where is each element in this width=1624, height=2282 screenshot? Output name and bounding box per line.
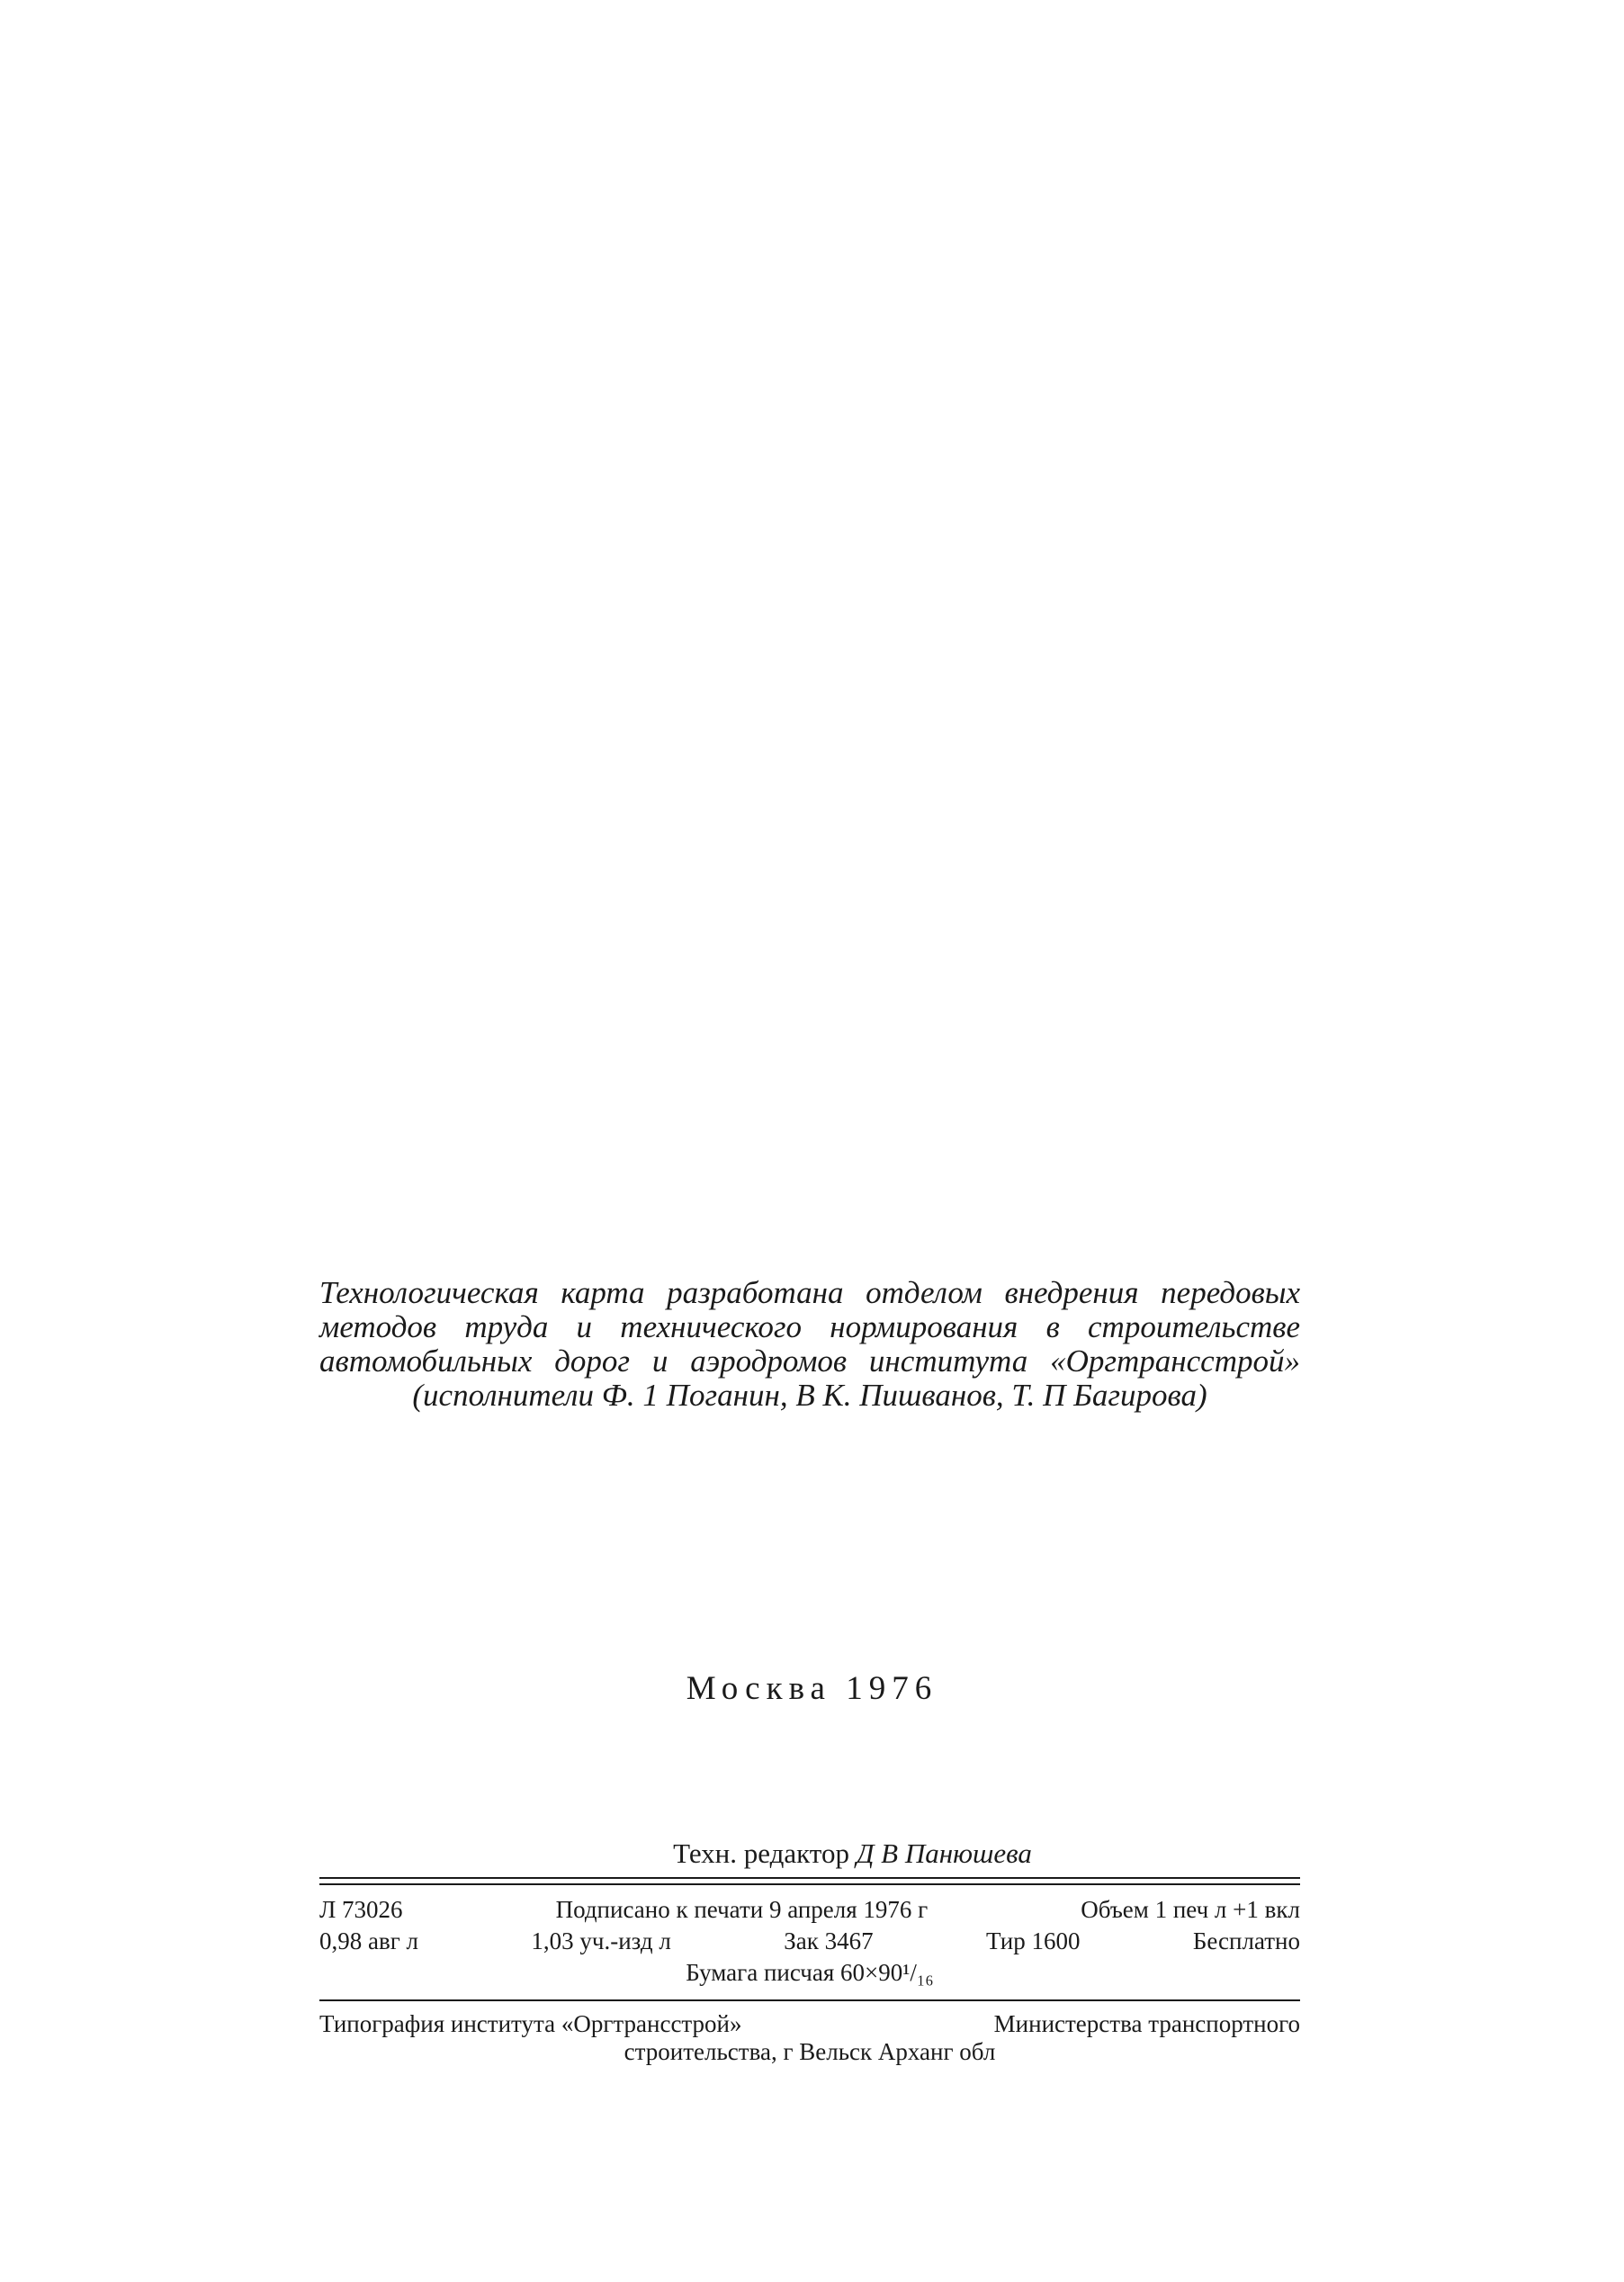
colophon xyxy=(319,1836,1300,2066)
city-year: Москва 1976 xyxy=(686,1670,938,1707)
publication-field: Тир 1600 xyxy=(985,1927,1081,1954)
printer-field: Министерства транспортного xyxy=(993,2010,1300,2037)
credits-paragraph: Технологическая карта разработана отделом внедрения передовых методов труда и технического нормирования в строительстве автомобильных дорог и аэродромов института «Оргтрансстрой» (исполнители Ф. 1 Поганин, В К. Пишванов, Т. П Багирова) xyxy=(319,1275,1300,1413)
printer-line-2 xyxy=(319,2038,1300,2066)
publication-field: Подписано к печати 9 апреля 1976 г xyxy=(555,1896,929,1923)
printer-field: Типография института «Оргтрансстрой» xyxy=(319,2010,742,2037)
tech-editor-label: Техн. редактор xyxy=(673,1837,849,1869)
printer-field: строительства, г Вельск Арханг обл xyxy=(624,2038,996,2065)
single-rule xyxy=(319,1999,1300,2001)
publication-field: 1,03 уч.-изд л xyxy=(531,1927,671,1954)
paper-format: Бумага писчая 60×90¹/₁₆ xyxy=(686,1959,934,1986)
publication-line-2 xyxy=(319,1926,1300,1957)
publication-line-3 xyxy=(319,1957,1300,1989)
double-rule xyxy=(319,1877,1300,1885)
publication-field: 0,98 авг л xyxy=(319,1927,419,1954)
publication-field: Зак 3467 xyxy=(784,1927,874,1954)
publication-line-1 xyxy=(319,1894,1300,1926)
publication-field: Л 73026 xyxy=(319,1896,403,1923)
publication-field: Объем 1 печ л +1 вкл xyxy=(1081,1896,1300,1923)
tech-editor xyxy=(405,1836,1300,1872)
tech-editor-name: Д В Панюшева xyxy=(856,1837,1032,1869)
publication-field: Бесплатно xyxy=(1192,1927,1300,1954)
printer-line-1 xyxy=(319,2010,1300,2038)
